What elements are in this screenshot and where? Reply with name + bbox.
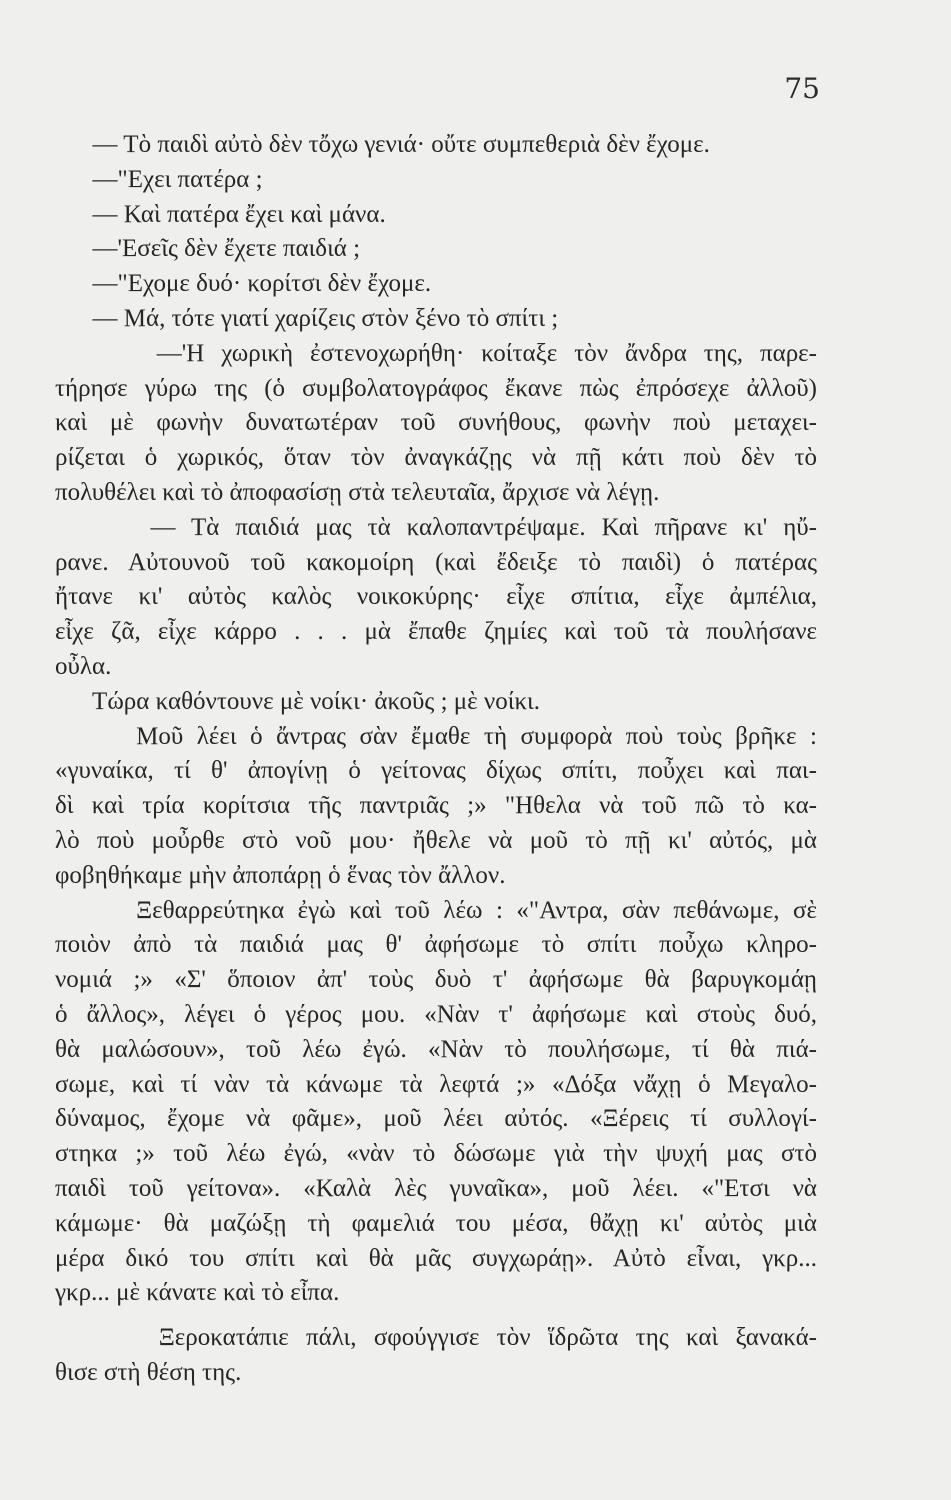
text-line: καὶ μὲ φωνὴν δυνατωτέραν τοῦ συνήθους, φωνὴν ποὺ μεταχει- [55,409,817,437]
text-line: παιδὶ τοῦ γείτονα». «Καλὰ λὲς γυναῖκα», μοῦ λέει. «"Ετσι νὰ [55,1174,817,1202]
page-number: 75 [784,72,820,105]
text-line: γκρ... μὲ κάνατε καὶ τὸ εἶπα. [55,1279,340,1307]
text-line: θὰ μαλώσουν», τοῦ λέω ἐγώ. «Νὰν τὸ πουλήσωμε, τί θὰ πιά- [55,1035,817,1063]
text-line: νομιά ;» «Σ' ὅποιον ἀπ' τοὺς δυὸ τ' ἀφήσωμε θὰ βαρυγκομάῃ [55,966,817,994]
text-line: ρίζεται ὁ χωρικός, ὅταν τὸν ἀναγκάζῃς νὰ πῇ κάτι ποὺ δὲν τὸ [55,444,817,472]
text-line: θισε στὴ θέση της. [55,1358,242,1386]
text-line: —"Εχει πατέρα ; [55,165,263,193]
text-line: τήρησε γύρω της (ὁ συμβολατογράφος ἔκανε πὼς ἐπρόσεχε ἀλλοῦ) [55,374,817,402]
text-line: Τώρα καθόντουνε μὲ νοίκι· ἀκοῦς ; μὲ νοίκι. [55,687,541,715]
text-line: ἤτανε κι' αὐτὸς καλὸς νοικοκύρης· εἶχε σπίτια, εἶχε ἀμπέλια, [55,583,817,611]
text-line: — Τὸ παιδὶ αὐτὸ δὲν τὄχω γενιά· οὔτε συμπεθεριὰ δὲν ἔχομε. [55,131,710,158]
text-line: σωμε, καὶ τί νὰν τὰ κάνωμε τὰ λεφτά ;» «Δόξα νἄχῃ ὁ Μεγαλο- [55,1070,817,1098]
text-line: —'Η χωρικὴ ἐστενοχωρήθη· κοίταξε τὸν ἄνδρα της, παρε- [55,339,817,367]
text-line: φοβηθήκαμε μὴν ἀποπάρῃ ὁ ἕνας τὸν ἄλλον. [55,861,506,889]
text-line: —"Εχομε δυό· κορίτσι δὲν ἔχομε. [55,270,432,298]
text-line: ποιὸν ἀπὸ τὰ παιδιά μας θ' ἀφήσωμε τὸ σπίτι ποὖχω κληρο- [55,931,817,959]
body-text [55,128,817,1391]
text-line: εἶχε ζᾶ, εἶχε κάρρο . . . μὰ ἔπαθε ζημίες καὶ τοῦ τὰ πουλήσανε [55,618,817,646]
text-line: κάμωμε· θὰ μαζώξῃ τὴ φαμελιά του μέσα, θἄχῃ κι' αὐτὸς μιὰ [55,1209,817,1237]
text-line: μέρα δικό του σπίτι καὶ θὰ μᾶς συγχωράῃ». Αὐτὸ εἶναι, γκρ... [55,1244,817,1272]
text-line: οὖλα. [55,652,112,680]
text-line: —'Εσεῖς δὲν ἔχετε παιδιά ; [55,235,361,263]
text-line: ὁ ἄλλος», λέγει ὁ γέρος μου. «Νὰν τ' ἀφήσωμε καὶ στοὺς δυό, [55,1000,817,1028]
text-line: δύναμος, ἔχομε νὰ φᾶμε», μοῦ λέει αὐτός. «Ξέρεις τί συλλογί- [55,1105,817,1133]
text-line: Ξεροκατάπιε πάλι, σφούγγισε τὸν ἵδρῶτα της καὶ ξανακά- [55,1324,817,1352]
text-line: στηκα ;» τοῦ λέω ἐγώ, «νὰν τὸ δώσωμε γιὰ τὴν ψυχή μας στὸ [55,1140,817,1168]
text-line: — Καὶ πατέρα ἔχει καὶ μάνα. [55,200,386,228]
text-line: — Μά, τότε γιατί χαρίζεις στὸν ξένο τὸ σπίτι ; [55,304,559,332]
text-line: Μοῦ λέει ὁ ἄντρας σὰν ἔμαθε τὴ συμφορὰ ποὺ τοὺς βρῆκε : [55,722,817,750]
text-line: ρανε. Αὐτουνοῦ τοῦ κακομοίρη (καὶ ἔδειξε τὸ παιδὶ) ὁ πατέρας [55,548,817,576]
text-line: δὶ καὶ τρία κορίτσια τῆς παντριᾶς ;» "Ηθελα νὰ τοῦ πῶ τὸ κα- [55,792,817,820]
text-line: πολυθέλει καὶ τὸ ἀποφασίσῃ στὰ τελευταῖα, ἄρχισε νὰ λέγῃ. [55,478,660,506]
text-line: «γυναίκα, τί θ' ἀπογίνῃ ὁ γείτονας δίχως σπίτι, ποὖχει καὶ παι- [55,757,817,785]
text-line: — Τὰ παιδιά μας τὰ καλοπαντρέψαμε. Καὶ πῆρανε κι' ηὔ- [55,513,817,541]
text-line: λὸ ποὺ μοὖρθε στὸ νοῦ μου· ἤθελε νὰ μοῦ τὸ πῇ κι' αὐτός, μὰ [55,826,817,854]
text-line: Ξεθαρρεύτηκα ἐγὼ καὶ τοῦ λέω : «"Αντρα, σὰν πεθάνωμε, σὲ [55,896,817,924]
